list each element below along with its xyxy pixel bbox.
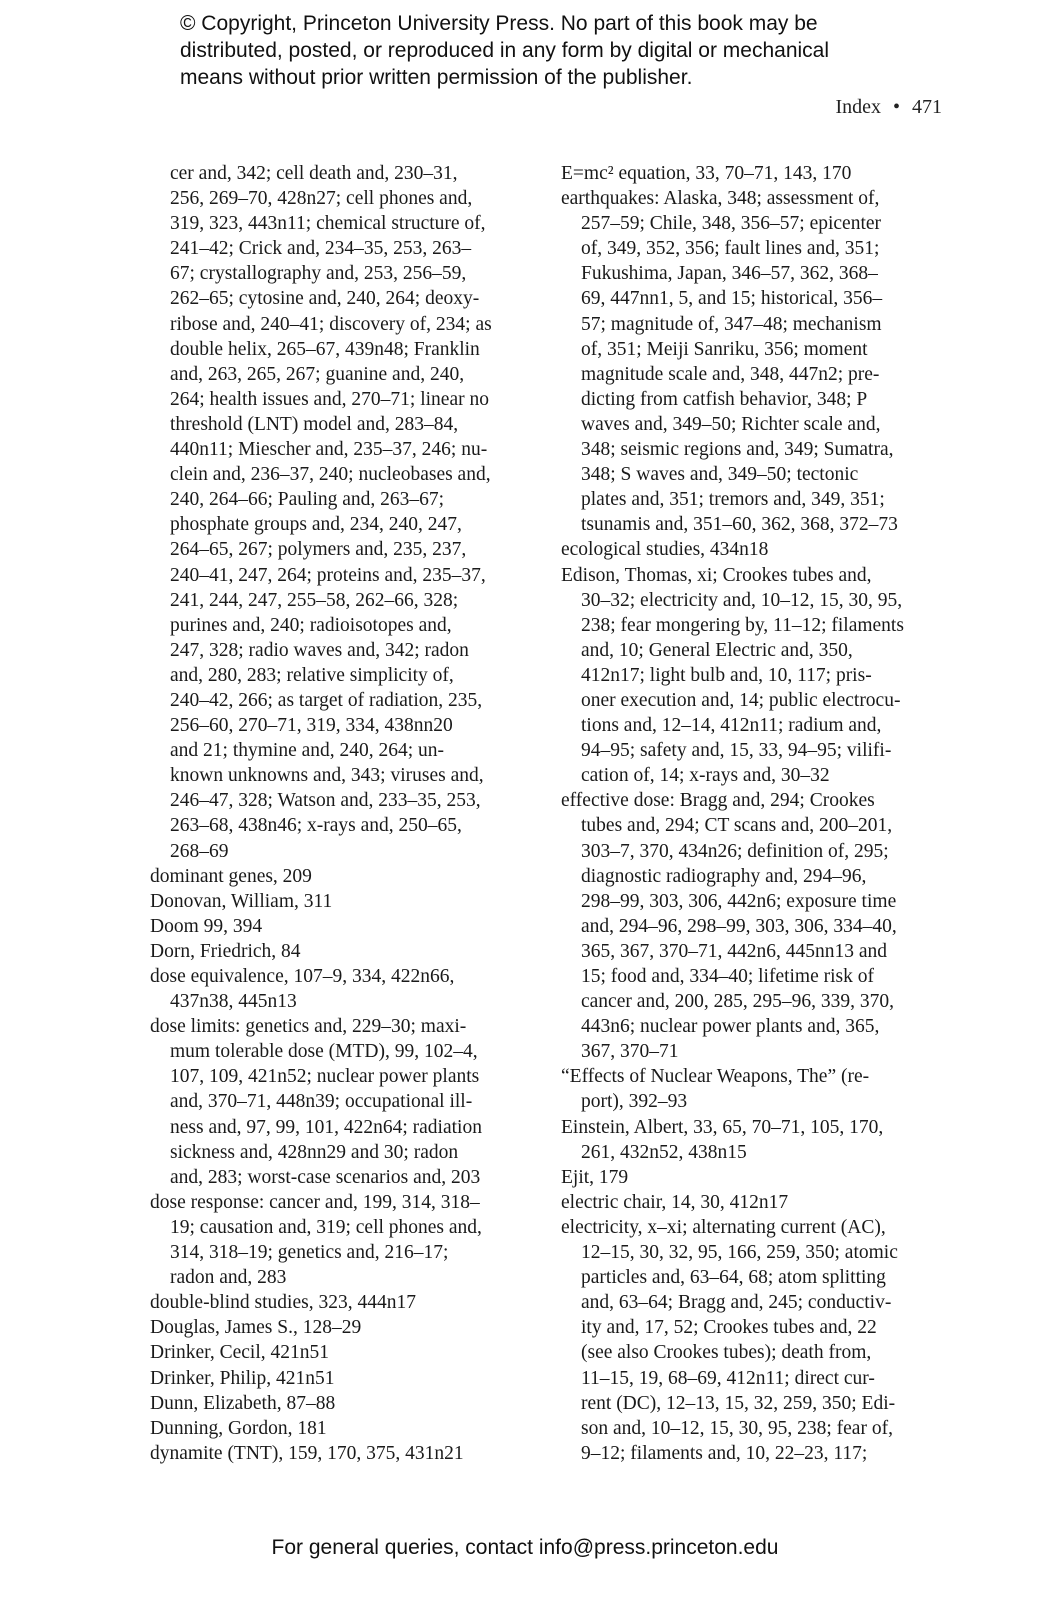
index-line: double helix, 265–67, 439n48; Franklin <box>170 338 480 360</box>
index-line: and, 10; General Electric and, 350, <box>581 639 853 661</box>
index-line: and, 263, 265, 267; guanine and, 240, <box>170 363 465 385</box>
index-line: and, 63–64; Bragg and, 245; conductiv- <box>581 1292 892 1314</box>
index-line: 94–95; safety and, 15, 33, 94–95; vilifi- <box>581 740 892 762</box>
index-line: earthquakes: Alaska, 348; assessment of, <box>561 188 880 210</box>
index-line: Ejit, 179 <box>561 1166 629 1188</box>
index-line: ity and, 17, 52; Crookes tubes and, 22 <box>581 1317 877 1339</box>
index-line: phosphate groups and, 234, 240, 247, <box>170 514 462 536</box>
index-line: 240, 264–66; Pauling and, 263–67; <box>170 489 445 511</box>
index-line: 57; magnitude of, 347–48; mechanism <box>581 313 882 335</box>
index-line: 443n6; nuclear power plants and, 365, <box>581 1016 880 1038</box>
index-line: 9–12; filaments and, 10, 22–23, 117; <box>581 1442 868 1464</box>
index-line: 256, 269–70, 428n27; cell phones and, <box>170 188 473 210</box>
index-line: 240–41, 247, 264; proteins and, 235–37, <box>170 564 486 586</box>
index-line: 348; S waves and, 349–50; tectonic <box>581 464 859 486</box>
index-line: 262–65; cytosine and, 240, 264; deoxy- <box>170 288 480 310</box>
index-line: dominant genes, 209 <box>150 865 312 887</box>
index-line: and, 294–96, 298–99, 303, 306, 334–40, <box>581 915 897 937</box>
index-line: 268–69 <box>170 840 229 862</box>
index-line: 67; crystallography and, 253, 256–59, <box>170 263 467 285</box>
index-line: 412n17; light bulb and, 10, 117; pris- <box>581 664 872 686</box>
index-line: 303–7, 370, 434n26; definition of, 295; <box>581 840 889 862</box>
index-line: 12–15, 30, 32, 95, 166, 259, 350; atomic <box>581 1242 898 1264</box>
index-line: waves and, 349–50; Richter scale and, <box>581 413 881 435</box>
index-line: “Effects of Nuclear Weapons, The” (re- <box>561 1066 870 1088</box>
running-head <box>835 96 942 119</box>
index-line: and 21; thymine and, 240, 264; un- <box>170 740 445 762</box>
index-line: Douglas, James S., 128–29 <box>150 1317 362 1339</box>
index-line: 240–42, 266; as target of radiation, 235, <box>170 689 483 711</box>
index-line: 256–60, 270–71, 319, 334, 438nn20 <box>170 715 453 737</box>
index-line: 69, 447nn1, 5, and 15; historical, 356– <box>581 288 883 310</box>
copyright-line: means without prior written permission of the publisher. <box>180 66 693 89</box>
index-line: and, 283; worst-case scenarios and, 203 <box>170 1166 481 1188</box>
index-line: port), 392–93 <box>581 1091 688 1113</box>
index-line: 11–15, 19, 68–69, 412n11; direct cur- <box>581 1367 875 1389</box>
index-column-left <box>150 161 535 1466</box>
index-line: 107, 109, 421n52; nuclear power plants <box>170 1066 480 1088</box>
index-line: particles and, 63–64, 68; atom splitting <box>581 1267 886 1289</box>
index-line: Donovan, William, 311 <box>150 890 333 912</box>
index-line: dose limits: genetics and, 229–30; maxi- <box>150 1016 467 1038</box>
index-line: dose equivalence, 107–9, 334, 422n66, <box>150 966 455 987</box>
index-line: dicting from catfish behavior, 348; P <box>581 388 868 410</box>
index-line: Einstein, Albert, 33, 65, 70–71, 105, 170, <box>561 1116 884 1138</box>
index-line: 263–68, 438n46; x-rays and, 250–65, <box>170 815 462 837</box>
index-line: Dorn, Friedrich, 84 <box>150 940 301 962</box>
index-line: 440n11; Miescher and, 235–37, 246; nu- <box>170 439 488 461</box>
index-line: 238; fear mongering by, 11–12; filaments <box>581 614 904 636</box>
index-line: tsunamis and, 351–60, 362, 368, 372–73 <box>581 514 898 536</box>
index-line: rent (DC), 12–13, 15, 32, 259, 350; Edi- <box>581 1392 896 1414</box>
index-line: Drinker, Cecil, 421n51 <box>150 1342 330 1364</box>
copyright-line: distributed, posted, or reproduced in any form by digital or mechanical <box>180 39 830 62</box>
index-line: cancer and, 200, 285, 295–96, 339, 370, <box>581 991 895 1013</box>
index-line: Dunning, Gordon, 181 <box>150 1417 327 1439</box>
index-line: Doom 99, 394 <box>150 915 263 937</box>
index-line: electric chair, 14, 30, 412n17 <box>561 1191 789 1213</box>
index-line: and, 280, 283; relative simplicity of, <box>170 664 454 686</box>
index-line: tions and, 12–14, 412n11; radium and, <box>581 715 882 737</box>
index-line: 19; causation and, 319; cell phones and, <box>170 1216 482 1238</box>
index-line: 247, 328; radio waves and, 342; radon <box>170 639 469 661</box>
index-line: 348; seismic regions and, 349; Sumatra, <box>581 439 894 461</box>
index-line: purines and, 240; radioisotopes and, <box>170 614 452 636</box>
index-line: 367, 370–71 <box>581 1041 679 1063</box>
copyright-notice <box>180 10 960 91</box>
index-line: tubes and, 294; CT scans and, 200–201, <box>581 815 893 837</box>
index-line: radon and, 283 <box>170 1267 287 1289</box>
index-line: plates and, 351; tremors and, 349, 351; <box>581 489 885 511</box>
index-line: cer and, 342; cell death and, 230–31, <box>170 163 458 184</box>
index-line: Fukushima, Japan, 346–57, 362, 368– <box>581 263 878 285</box>
index-line: and, 370–71, 448n39; occupational ill- <box>170 1091 473 1113</box>
index-line: dynamite (TNT), 159, 170, 375, 431n21 <box>150 1442 464 1464</box>
index-line: clein and, 236–37, 240; nucleobases and, <box>170 464 491 486</box>
index-line: threshold (LNT) model and, 283–84, <box>170 413 459 435</box>
index-line: 437n38, 445n13 <box>170 991 297 1013</box>
index-line: effective dose: Bragg and, 294; Crookes <box>561 790 875 812</box>
index-line: 246–47, 328; Watson and, 233–35, 253, <box>170 790 481 812</box>
index-line: dose response: cancer and, 199, 314, 318– <box>150 1191 480 1213</box>
index-line: cation of, 14; x-rays and, 30–32 <box>581 765 830 787</box>
index-line: 298–99, 303, 306, 442n6; exposure time <box>581 890 897 912</box>
copyright-line: © Copyright, Princeton University Press. No part of this book may be <box>180 12 818 35</box>
section-title: Index <box>835 96 881 118</box>
index-line: double-blind studies, 323, 444n17 <box>150 1292 416 1314</box>
index-line: sickness and, 428nn29 and 30; radon <box>170 1141 459 1163</box>
index-line: (see also Crookes tubes); death from, <box>581 1342 872 1364</box>
index-line: 241, 244, 247, 255–58, 262–66, 328; <box>170 589 459 611</box>
index-line: Edison, Thomas, xi; Crookes tubes and, <box>561 564 872 586</box>
index-line: 264; health issues and, 270–71; linear no <box>170 388 489 410</box>
index-line: of, 349, 352, 356; fault lines and, 351; <box>581 238 880 260</box>
index-line: Dunn, Elizabeth, 87–88 <box>150 1392 336 1414</box>
index-line: 319, 323, 443n11; chemical structure of, <box>170 213 486 235</box>
index-line: of, 351; Meiji Sanriku, 356; moment <box>581 338 868 360</box>
index-line: 365, 367, 370–71, 442n6, 445nn13 and <box>581 940 888 962</box>
index-line: 241–42; Crick and, 234–35, 253, 263– <box>170 238 472 260</box>
index-line: son and, 10–12, 15, 30, 95, 238; fear of, <box>581 1417 893 1439</box>
index-line: magnitude scale and, 348, 447n2; pre- <box>581 363 880 385</box>
footer-contact: For general queries, contact info@press.princeton.edu <box>271 1536 779 1559</box>
index-line: 264–65, 267; polymers and, 235, 237, <box>170 539 467 561</box>
index-line: mum tolerable dose (MTD), 99, 102–4, <box>170 1041 478 1063</box>
page-number: 471 <box>912 96 942 118</box>
index-line: electricity, x–xi; alternating current (AC), <box>561 1216 886 1238</box>
index-line: 257–59; Chile, 348, 356–57; epicenter <box>581 213 882 235</box>
bullet-separator: • <box>892 96 900 118</box>
index-line: ribose and, 240–41; discovery of, 234; as <box>170 313 492 335</box>
index-line: ness and, 97, 99, 101, 422n64; radiation <box>170 1116 482 1138</box>
index-line: known unknowns and, 343; viruses and, <box>170 765 484 787</box>
index-line: ecological studies, 434n18 <box>561 539 769 561</box>
index-line: 261, 432n52, 438n15 <box>581 1141 747 1163</box>
index-line: Drinker, Philip, 421n51 <box>150 1367 335 1389</box>
index-line: 15; food and, 334–40; lifetime risk of <box>581 966 874 987</box>
index-line: 314, 318–19; genetics and, 216–17; <box>170 1242 449 1264</box>
index-line: 30–32; electricity and, 10–12, 15, 30, 95, <box>581 589 903 611</box>
index-line: oner execution and, 14; public electrocu- <box>581 689 901 711</box>
index-line: E=mc² equation, 33, 70–71, 143, 170 <box>561 163 852 184</box>
index-column-right <box>561 161 946 1466</box>
index-line: diagnostic radiography and, 294–96, <box>581 865 867 887</box>
